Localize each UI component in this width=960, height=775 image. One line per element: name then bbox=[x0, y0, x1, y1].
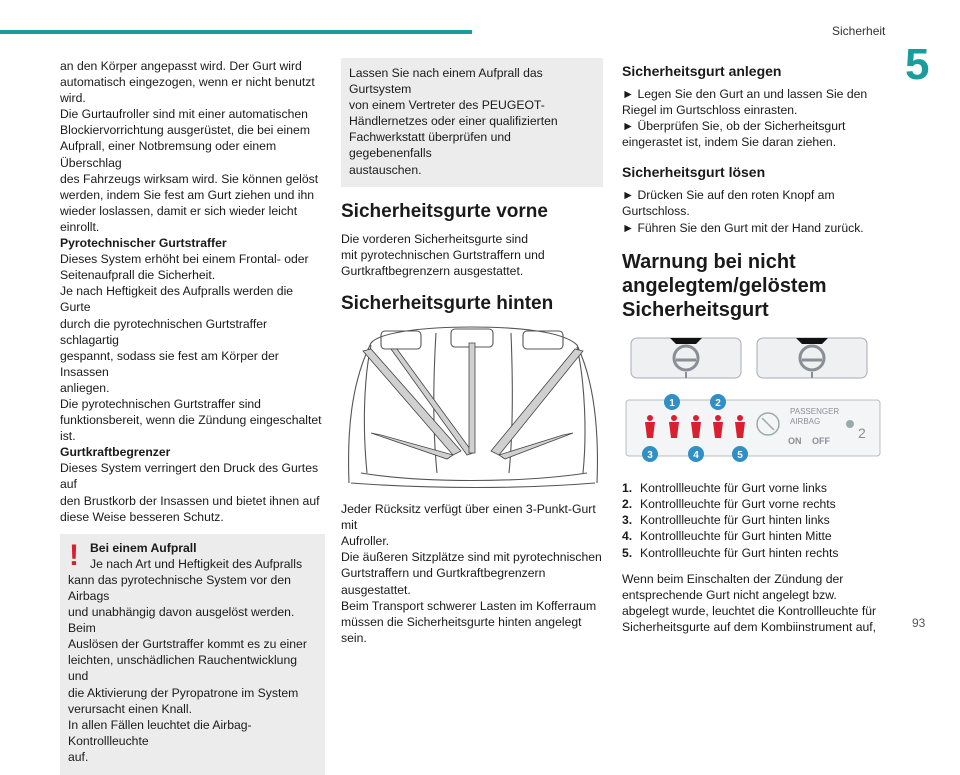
steering-wheel-icon bbox=[756, 336, 868, 380]
warning-title: Bei einem Aufprall bbox=[90, 540, 197, 555]
text-line: an den Körper angepasst wird. Der Gurt wird bbox=[60, 59, 302, 73]
heading-line: angelegtem/gelöstem bbox=[622, 274, 827, 297]
text-line: kann das pyrotechnische System vor den Airbags bbox=[68, 572, 291, 603]
text-line: Gurtkraftbegrenzern ausgestattet. bbox=[341, 263, 524, 278]
text-line: verursacht einen Knall. bbox=[68, 701, 192, 716]
text-line: eingerastet ist, indem Sie daran ziehen. bbox=[622, 135, 837, 150]
exclamation-icon: ! bbox=[69, 538, 79, 572]
list-item: 4. Kontrollleuchte für Gurt hinten Mitte bbox=[622, 529, 832, 544]
list-item: 5. Kontrollleuchte für Gurt hinten rechts bbox=[622, 545, 839, 560]
text-line: durch die pyrotechnischen Gurtstraffer schlagartig bbox=[60, 316, 268, 347]
section-title: Sicherheit bbox=[832, 24, 886, 38]
text-line: Die Gurtaufroller sind mit einer automatischen bbox=[60, 107, 308, 122]
text-line: ► Führen Sie den Gurt mit der Hand zurück. bbox=[622, 220, 864, 235]
text-line: Dieses System verringert den Druck des Gurtes auf bbox=[60, 461, 319, 492]
text-line: In allen Fällen leuchtet die Airbag-Kontrollleuchte bbox=[68, 717, 252, 748]
limiter-title: Gurtkraftbegrenzer bbox=[60, 445, 171, 460]
text-line: auf. bbox=[68, 749, 89, 764]
text-line: Die pyrotechnischen Gurtstraffer sind bbox=[60, 396, 261, 411]
svg-text:PASSENGER: PASSENGER bbox=[790, 406, 840, 416]
pyro-title: Pyrotechnischer Gurtstraffer bbox=[60, 236, 227, 251]
list-item: 1. Kontrollleuchte für Gurt vorne links bbox=[622, 480, 827, 495]
passenger-count-icon bbox=[846, 420, 854, 428]
text-line: Fachwerkstatt überprüfen und gegebenenfalls bbox=[349, 130, 511, 161]
page-number: 93 bbox=[912, 616, 926, 630]
svg-text:5: 5 bbox=[737, 449, 743, 461]
text-line: Aufprall, einer Notbremsung oder einem Überschlag bbox=[60, 139, 277, 170]
text-line: Je nach Heftigkeit des Aufpralls werden die Gurte bbox=[60, 284, 294, 315]
seatbelt-warning-panel bbox=[622, 394, 884, 468]
text-line: Händlernetzes oder einer qualifizierten bbox=[349, 114, 558, 129]
svg-text:3: 3 bbox=[647, 449, 653, 461]
text-line: Seitenaufprall die Sicherheit. bbox=[60, 268, 216, 283]
text-line: leichten, unschädlichen Rauchentwicklung und bbox=[68, 653, 297, 684]
chapter-number: 5 bbox=[905, 40, 930, 89]
column-3 bbox=[622, 63, 884, 635]
list-item: 2. Kontrollleuchte für Gurt vorne rechts bbox=[622, 496, 836, 511]
accent-bar bbox=[0, 30, 472, 34]
text-line: Die äußeren Sitzplätze sind mit pyrotechnischen bbox=[341, 550, 602, 565]
text-line: Sicherheitsgurte auf dem Kombiinstrument auf, bbox=[622, 620, 877, 635]
text-line: Jeder Rücksitz verfügt über einen 3-Punkt-Gurt mit bbox=[341, 502, 596, 533]
intro-text bbox=[60, 58, 325, 235]
rear-belts-heading: Sicherheitsgurte hinten bbox=[341, 292, 554, 314]
svg-text:OFF: OFF bbox=[812, 435, 830, 446]
text-line: gespannt, sodass sie fest am Körper der Insassen bbox=[60, 348, 279, 379]
warning-lamp-panel bbox=[622, 394, 884, 464]
heading-line: Warnung bei nicht bbox=[622, 250, 796, 273]
text-line: müssen die Sicherheitsgurte hinten angelegt sein. bbox=[341, 614, 582, 645]
text-line: Gurtschloss. bbox=[622, 204, 690, 219]
text-line: Lassen Sie nach einem Aufprall das Gurtsystem bbox=[349, 66, 543, 97]
text-line: Blockiervorrichtung ausgerüstet, die bei einem bbox=[60, 123, 310, 138]
text-line: ► Überprüfen Sie, ob der Sicherheitsgurt bbox=[622, 119, 846, 134]
column-2 bbox=[341, 58, 603, 646]
text-line: Wenn beim Einschalten der Zündung der bbox=[622, 571, 844, 586]
text-line: Je nach Art und Heftigkeit des Aufpralls bbox=[90, 556, 303, 571]
text-line: automatisch eingezogen, wenn er nicht benutzt wird. bbox=[60, 75, 315, 106]
svg-text:AIRBAG: AIRBAG bbox=[790, 416, 821, 426]
steering-wheel-icon bbox=[630, 336, 742, 380]
text-line: ► Legen Sie den Gurt an und lassen Sie den bbox=[622, 87, 868, 101]
text-line: ► Drücken Sie auf den roten Knopf am bbox=[622, 188, 835, 203]
text-line: Gurtstraffern und Gurtkraftbegrenzern ausgestattet. bbox=[341, 566, 546, 597]
impact-warning-box bbox=[60, 534, 325, 775]
warning-heading bbox=[622, 250, 884, 322]
text-line: Riegel im Gurtschloss einrasten. bbox=[622, 103, 798, 118]
final-paragraph bbox=[622, 571, 884, 635]
text-line: und unabhängig davon ausgelöst werden. Beim bbox=[68, 605, 295, 636]
list-item: 3. Kontrollleuchte für Gurt hinten links bbox=[622, 513, 830, 528]
dashboard-images bbox=[622, 336, 884, 380]
svg-text:2: 2 bbox=[858, 424, 866, 441]
fasten-heading: Sicherheitsgurt anlegen bbox=[622, 63, 782, 79]
info-box bbox=[341, 58, 603, 187]
text-line: wieder loslassen, damit er sich wieder leicht einrollt. bbox=[60, 203, 298, 234]
text-line: anliegen. bbox=[60, 380, 110, 395]
rear-seat-illustration bbox=[341, 323, 603, 493]
rear-seat-drawing bbox=[341, 323, 603, 489]
text-line: werden, indem Sie fest am Gurt ziehen und ihn bbox=[60, 187, 315, 202]
text-line: Aufroller. bbox=[341, 534, 390, 549]
release-heading: Sicherheitsgurt lösen bbox=[622, 164, 766, 181]
text-line: Auslösen der Gurtstraffer kommt es zu einer bbox=[68, 637, 307, 652]
text-line: die Aktivierung der Pyropatrone im System bbox=[68, 685, 299, 700]
svg-text:4: 4 bbox=[693, 449, 699, 461]
svg-text:1: 1 bbox=[669, 397, 675, 409]
text-line: Die vorderen Sicherheitsgurte sind bbox=[341, 231, 528, 246]
column-1 bbox=[60, 58, 325, 775]
text-line: entsprechende Gurt nicht angelegt bzw. bbox=[622, 587, 837, 602]
text-line: austauschen. bbox=[349, 162, 422, 177]
text-line: abgelegt wurde, leuchtet die Kontrollleuchte für bbox=[622, 603, 877, 618]
svg-text:2: 2 bbox=[715, 397, 721, 409]
lamp-list bbox=[622, 480, 884, 561]
svg-text:ON: ON bbox=[788, 435, 802, 446]
heading-line: Sicherheitsgurt bbox=[622, 298, 769, 321]
text-line: den Brustkorb der Insassen und bietet ihnen auf bbox=[60, 493, 320, 508]
front-belts-heading: Sicherheitsgurte vorne bbox=[341, 200, 548, 222]
text-line: diese Weise besseren Schutz. bbox=[60, 509, 224, 524]
text-line: des Fahrzeugs wirksam wird. Sie können gelöst bbox=[60, 171, 319, 186]
text-line: von einem Vertreter des PEUGEOT- bbox=[349, 98, 545, 113]
text-line: Beim Transport schwerer Lasten im Kofferraum bbox=[341, 598, 597, 613]
text-line: Dieses System erhöht bei einem Frontal- oder bbox=[60, 252, 309, 267]
text-line: funktionsbereit, wenn die Zündung eingeschaltet ist. bbox=[60, 413, 322, 444]
text-line: mit pyrotechnischen Gurtstraffern und bbox=[341, 247, 545, 262]
